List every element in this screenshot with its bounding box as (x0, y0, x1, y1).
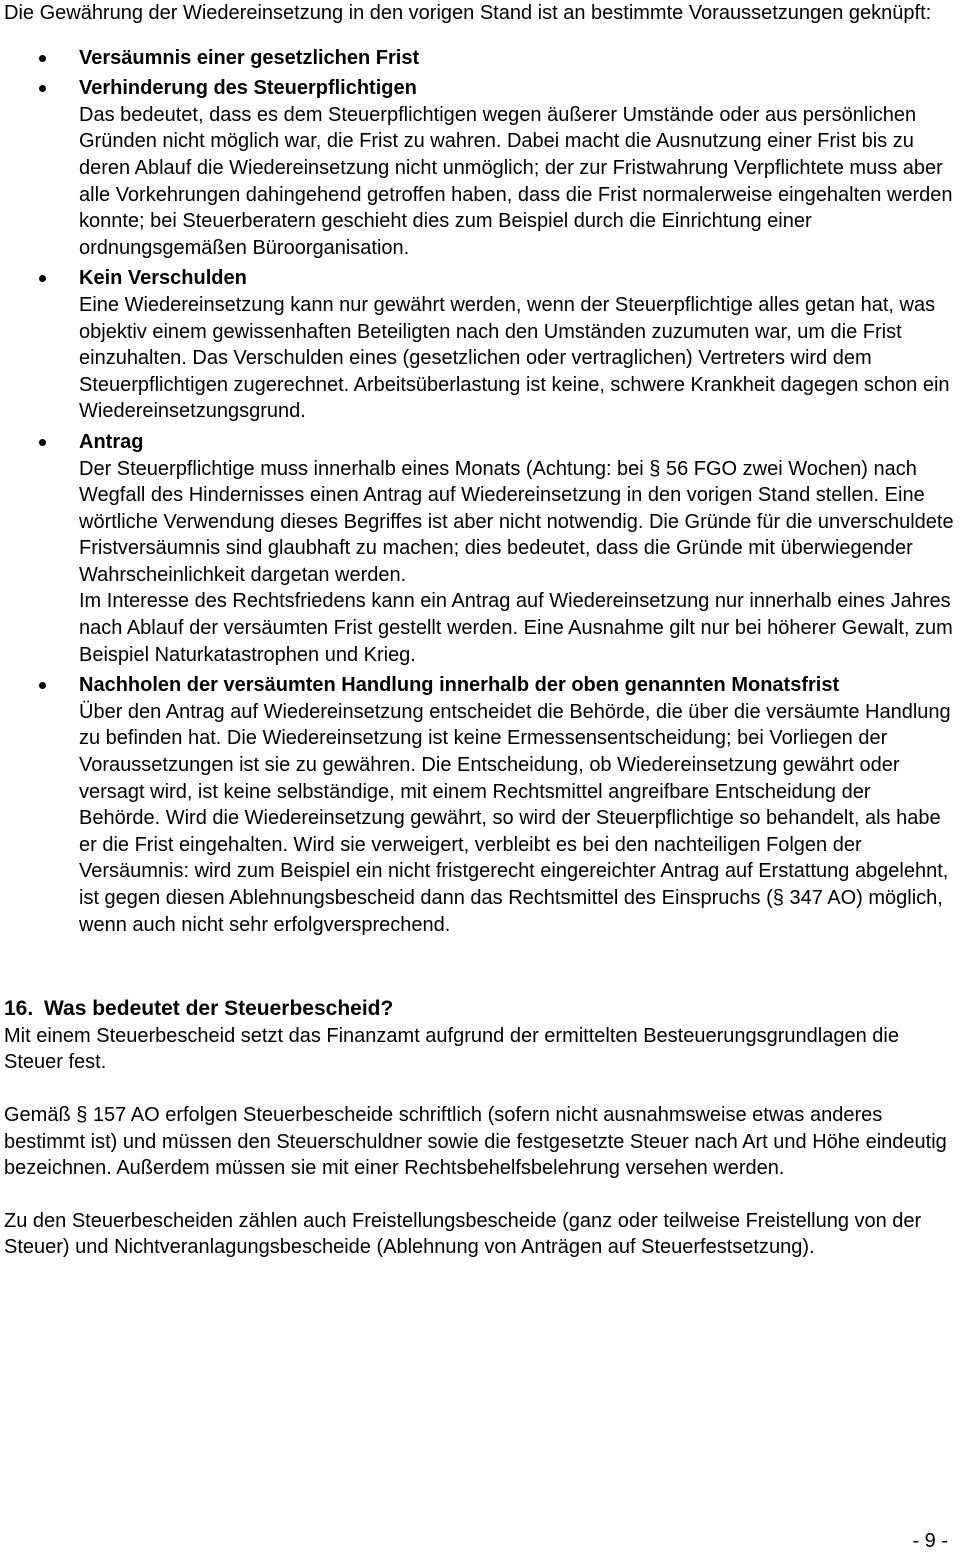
list-item-title: Versäumnis einer gesetzlichen Frist (79, 46, 420, 69)
section-title: Was bedeutet der Steuerbescheid? (44, 997, 394, 1021)
list-item-body: Über den Antrag auf Wiedereinsetzung entscheidet die Behörde, die über die versäumte Handlung zu befinden hat. Die Wiedereinsetzung ist keine Ermessensentscheidung; bei Vorliegen der Voraussetzungen ist sie zu gewähren. Die Entscheidung, ob Wiedereinsetzung gewährt oder versagt wird, ist keine selbständige, mit einem Rechtsmittel angreifbare Entscheidung der Behörde. Wird die Wiedereinsetzung gewährt, so wird der Steuerpflichtige so behandelt, als habe er die Frist eingehalten. Wird sie verweigert, verbleibt es bei den nachteiligen Folgen der Versäumnis: wird zum Beispiel ein nicht fristgerecht eingereichter Antrag auf Erstattung abgelehnt, ist gegen diesen Ablehnungsbescheid dann das Rechtsmittel des Einspruchs (§ 347 AO) möglich, wenn auch nicht sehr erfolgversprechend. (79, 700, 951, 936)
section-paragraph: Mit einem Steuerbescheid setzt das Finanzamt aufgrund der ermittelten Besteuerungsgrundlagen die Steuer fest. (4, 1024, 899, 1074)
list-item (4, 429, 954, 668)
list-item (4, 45, 954, 72)
list-item (4, 265, 954, 425)
list-item-title: Verhinderung des Steuerpflichtigen (79, 77, 417, 100)
list-item (4, 75, 954, 261)
intro-paragraph: Die Gewährung der Wiedereinsetzung in den vorigen Stand ist an bestimmte Voraussetzungen geknüpft: (4, 2, 932, 24)
list-item-body: Eine Wiedereinsetzung kann nur gewährt werden, wenn der Steuerpflichtige alles getan hat, was objektiv einem gewissenhaften Beteiligten nach den Umständen zuzumuten war, um die Frist einzuhalten. Das Verschulden eines (gesetzlichen oder vertraglichen) Vertreters wird dem Steuerpflichtigen zugerechnet. Arbeitsüberlastung ist keine, schwere Krankheit dagegen schon ein Wiedereinsetzungsgrund. (79, 293, 950, 423)
document-page (4, 0, 954, 1261)
list-item-title: Nachholen der versäumten Handlung innerhalb der oben genannten Monatsfrist (79, 674, 840, 697)
section-paragraph: Zu den Steuerbescheiden zählen auch Freistellungsbescheide (ganz oder teilweise Freistellung von der Steuer) und Nichtveranlagungsbescheide (Ablehnung von Anträgen auf Steuerfestsetzung). (4, 1209, 922, 1259)
list-item-body: Das bedeutet, dass es dem Steuerpflichtigen wegen äußerer Umstände oder aus persönlichen Gründen nicht möglich war, die Frist zu wahren. Dabei macht die Ausnutzung einer Frist bis zu deren Ablauf die Wiedereinsetzung nicht unmöglich; der zur Fristwahrung Verpflichtete muss aber alle Vorkehrungen dahingehend getroffen haben, dass die Frist normalerweise eingehalten werden konnte; bei Steuerberatern geschieht dies zum Beispiel durch die Einrichtung einer ordnungsgemäßen Büroorganisation. (79, 103, 953, 259)
list-item-title: Antrag (79, 430, 144, 453)
page-number: - 9 - (912, 1530, 948, 1552)
section-paragraph: Gemäß § 157 AO erfolgen Steuerbescheide schriftlich (sofern nicht ausnahmsweise etwas anderes bestimmt ist) und müssen den Steuerschuldner sowie die festgesetzte Steuer nach Art und Höhe eindeutig bezeichnen. Außerdem müssen sie mit einer Rechtsbehelfsbelehrung versehen werden. (4, 1103, 947, 1180)
section-number: 16. (4, 997, 34, 1021)
conditions-list (4, 45, 954, 939)
list-item-title: Kein Verschulden (79, 267, 247, 290)
list-item-body: Der Steuerpflichtige muss innerhalb eines Monats (Achtung: bei § 56 FGO zwei Wochen) nach Wegfall des Hindernisses einen Antrag auf Wiedereinsetzung in den vorigen Stand stellen. Eine wörtliche Verwendung dieses Begriffes ist aber nicht notwendig. Die Gründe für die unverschuldete Fristversäumnis sind glaubhaft zu machen; dies bedeutet, dass die Gründe mit überwiegender Wahrscheinlichkeit dargetan werden. (79, 457, 954, 586)
section-heading (4, 996, 954, 1023)
list-item-body: Im Interesse des Rechtsfriedens kann ein Antrag auf Wiedereinsetzung nur innerhalb eines Jahres nach Ablauf der versäumten Frist gestellt werden. Eine Ausnahme gilt nur bei höherer Gewalt, zum Beispiel Naturkatastrophen und Krieg. (79, 590, 953, 666)
list-item (4, 672, 954, 938)
